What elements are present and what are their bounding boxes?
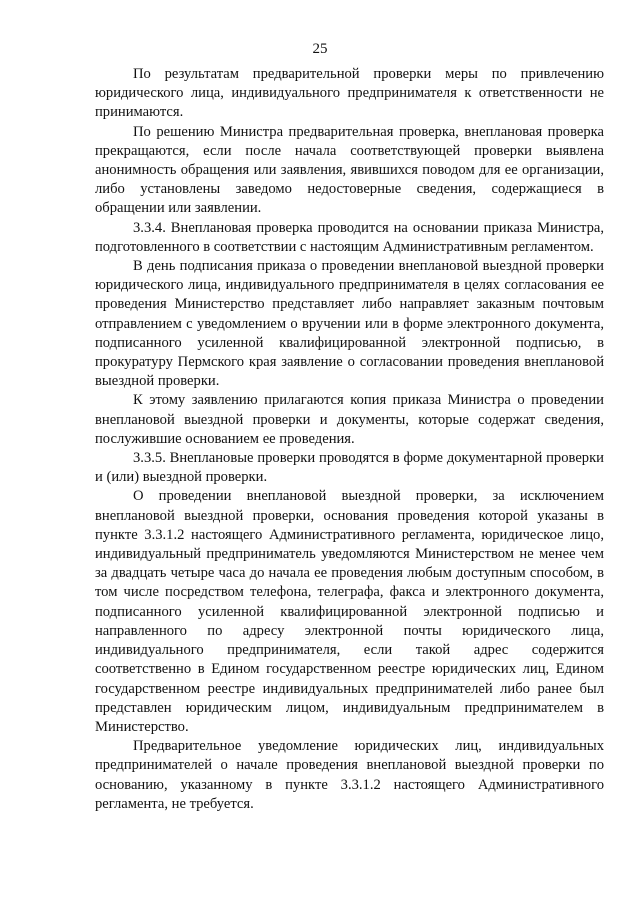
paragraph: 3.3.4. Внеплановая проверка проводится на основании приказа Министра, подготовленного в соответствии с настоящим Административным регламентом.	[95, 219, 604, 255]
paragraph: 3.3.5. Внеплановые проверки проводятся в форме документарной проверки и (или) выездной проверки.	[95, 450, 604, 486]
document-body	[95, 65, 604, 814]
paragraph: По результатам предварительной проверки меры по привлечению юридического лица, индивидуального предпринимателя к ответственности не принимаются.	[95, 66, 604, 121]
paragraph: К этому заявлению прилагаются копия приказа Министра о проведении внеплановой выездной проверки и документы, которые содержат сведения, послужившие основанием ее проведения.	[95, 392, 604, 447]
paragraph: О проведении внеплановой выездной проверки, за исключением внеплановой выездной проверки, основания проведения которой указаны в пункте 3.3.1.2 настоящего Административного регламента, юридическое лицо, индивидуальный предприниматель уведомляются Министерством не менее чем за двадцать четыре часа до начала ее проведения любым доступным способом, в том числе посредством телефона, телеграфа, факса и электронного документа, подписанного усиленной квалифицированной электронной подписью и направленного по адресу электронной почты юридического лица, индивидуального предпринимателя, если такой адрес содержится соответственно в Едином государственном реестре юридических лиц, Едином государственном реестре индивидуальных предпринимателей либо ранее был представлен юридическим лицом, индивидуальным предпринимателем в Министерство.	[95, 488, 604, 735]
page-number: 25	[312, 41, 328, 57]
paragraph: По решению Министра предварительная проверка, внеплановая проверка прекращаются, если после начала соответствующей проверки выявлена анонимность обращения или заявления, явившихся поводом для ее организации, либо установлены заведомо недостоверные сведения, содержащиеся в обращении или заявлении.	[95, 123, 604, 217]
paragraph: Предварительное уведомление юридических лиц, индивидуальных предпринимателей о начале проведения внеплановой выездной проверки по основанию, указанному в пункте 3.3.1.2 настоящего Административного регламента, не требуется.	[95, 738, 604, 812]
paragraph: В день подписания приказа о проведении внеплановой выездной проверки юридического лица, индивидуального предпринимателя в целях согласования ее проведения Министерство представляет либо направляет заказным почтовым отправлением с уведомлением о вручении или в форме электронного документа, подписанного усиленной квалифицированной электронной подписью, в прокуратуру Пермского края заявление о согласовании проведения внеплановой выездной проверки.	[95, 258, 604, 390]
